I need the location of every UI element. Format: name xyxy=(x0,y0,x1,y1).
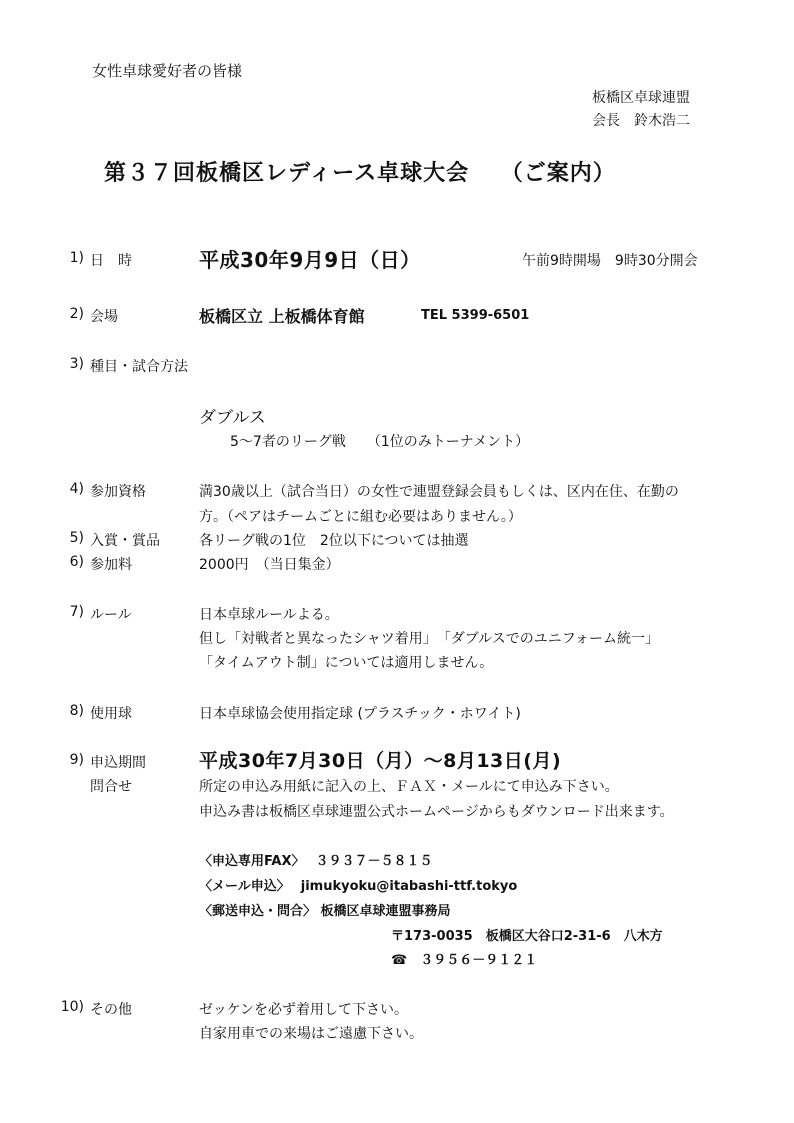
eligibility-line: 満30歳以上（試合当日）の女性で連盟登録会員もしくは、区内在住、在勤の xyxy=(199,484,679,500)
contact-phone: ☎ ３９５６－９１２１ xyxy=(391,953,538,968)
application-instructions: 所定の申込み用紙に記入の上、ＦＡＸ・メールにて申込み下さい。 xyxy=(199,779,619,795)
rules-line: 日本卓球ルールよる。 xyxy=(199,607,339,623)
item-label-ball: 使用球 xyxy=(90,706,132,722)
event-time: 午前9時開場 9時30分開会 xyxy=(522,253,698,269)
item-number: 8) xyxy=(69,703,84,719)
item-number: 6) xyxy=(69,554,84,570)
item-label-fee: 参加料 xyxy=(90,557,132,573)
event-type: ダブルス xyxy=(199,408,266,428)
item-label-application-period: 申込期間 xyxy=(90,755,146,771)
other-note: ゼッケンを必ず着用して下さい。 xyxy=(199,1002,409,1018)
rules-line: 但し「対戦者と異なったシャツ着用」 「ダブルスでのユニフォーム統一」 xyxy=(199,631,660,647)
item-label-other: その他 xyxy=(90,1002,132,1018)
item-number: 10) xyxy=(60,999,84,1015)
item-label-date: 日 時 xyxy=(90,253,132,269)
item-number: 3) xyxy=(69,356,84,372)
sender-name: 会長 鈴木浩二 xyxy=(592,113,690,129)
venue-name: 板橋区立 上板橋体育館 xyxy=(199,307,365,326)
contact-post: 〈郵送申込・問合〉 板橋区卓球連盟事務局 xyxy=(199,904,451,919)
organization-name: 板橋区卓球連盟 xyxy=(592,90,690,106)
item-number: 9) xyxy=(69,752,84,768)
rules-line: 「タイムアウト制」については適用しません。 xyxy=(199,655,494,671)
item-label-eligibility: 参加資格 xyxy=(90,484,146,500)
item-number: 2) xyxy=(69,306,84,322)
eligibility-line: 方。（ペアはチームごとに組む必要はありません。） xyxy=(199,509,522,525)
venue-phone: TEL 5399-6501 xyxy=(421,308,530,323)
item-number: 5) xyxy=(69,530,84,546)
contact-address: 〒173-0035 板橋区大谷口2-31-6 八木方 xyxy=(391,929,663,944)
item-number: 7) xyxy=(69,604,84,620)
ball-text: 日本卓球協会使用指定球 (プラスチック・ホワイト) xyxy=(199,706,521,722)
item-label-event: 種目・試合方法 xyxy=(90,359,188,375)
addressee: 女性卓球愛好者の皆様 xyxy=(92,62,243,80)
fee-text: 2000円 （当日集金） xyxy=(199,557,340,573)
item-label-rules: ルール xyxy=(90,607,132,623)
other-note: 自家用車での来場はご遠慮下さい。 xyxy=(199,1026,423,1042)
prizes-text: 各リーグ戦の1位 2位以下については抽選 xyxy=(199,533,469,549)
contact-email[interactable]: 〈メール申込〉 jimukyoku@itabashi-ttf.tokyo xyxy=(199,879,518,894)
item-label-venue: 会場 xyxy=(90,309,118,325)
application-instructions: 申込み書は板橋区卓球連盟公式ホームページからもダウンロード出来ます。 xyxy=(199,804,674,820)
event-date: 平成30年9月9日（日） xyxy=(199,248,421,272)
document-title: 第３７回板橋区レディース卓球大会 （ご案内） xyxy=(104,161,616,186)
item-label-prizes: 入賞・賞品 xyxy=(90,533,160,549)
event-format: 5～7者のリーグ戦 （1位のみトーナメント） xyxy=(230,434,530,450)
item-number: 1) xyxy=(69,250,84,266)
item-label-inquiries: 問合せ xyxy=(90,779,132,795)
application-period: 平成30年7月30日（月）～8月13日(月) xyxy=(199,750,562,772)
contact-fax: 〈申込専用FAX〉 ３９３７－５８１５ xyxy=(199,854,433,869)
item-number: 4) xyxy=(69,481,84,497)
